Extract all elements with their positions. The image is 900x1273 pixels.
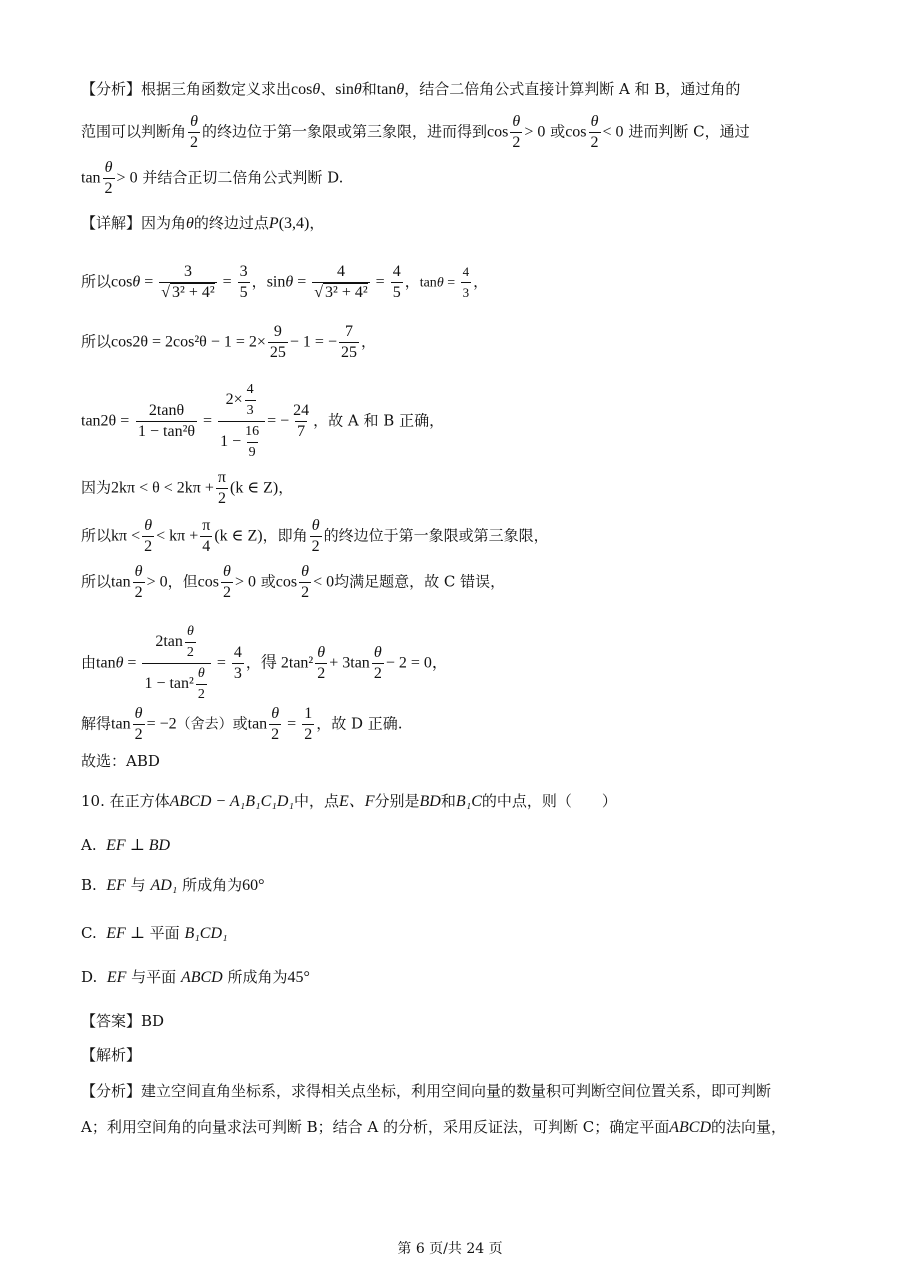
eq-range-half: 所以kπ < $\frac{\theta}{2}$ < kπ + $\frac{\pi}{4}$ (k ∈ Z)，即角 $\frac{\theta}{2}$ 的终边位于第一象限或第三象限，	[81, 517, 549, 555]
eq-range-theta: 因为2kπ < θ < 2kπ + $\frac{\pi}{2}$ (k ∈ Z)，	[81, 469, 294, 507]
analysis2-line-2: A；利用空间角的向量求法可判断 B；结合 A 的分析，采用反证法，可判断 C；确定平面ABCD的法向量，	[81, 1118, 787, 1136]
page-footer: 第 6 页/共 24 页	[397, 1241, 503, 1257]
answer-line: 【答案】BD	[81, 1012, 165, 1030]
option-b: B. EF 与 AD₁ 所成角为60°	[81, 876, 265, 894]
eq-tan-theta-half: 由tanθ = 2tan $\frac{\theta}{2}$ 1 − tan² $\frac{\theta}{2}$ = $\frac{4}{3}$ ，得 2tan² $\frac{\theta}{2}$ + 3tan $\frac{\theta}{2}$ − 2 = 0，	[81, 622, 448, 705]
analysis2-line-1: 【分析】建立空间直角坐标系，求得相关点坐标，利用空间向量的数量积可判断空间位置关系，即可判断	[81, 1082, 772, 1100]
option-a: A. EF ⊥ BD	[81, 836, 171, 854]
eq-cos2theta: 所以cos2θ = 2cos²θ − 1 = 2× $\frac{9}{25}$ − 1 = − $\frac{7}{25}$ ，	[81, 323, 376, 361]
eq-tan2theta: tan2θ = $\frac{2\tan\theta}{\text{1 − tan²θ}}$ = 2× $\frac{4}{3}$ 1 − $\frac{16}{9}$ = − $\frac{24}{7}$ ，故 A 和 B 正确，	[81, 380, 444, 463]
analysis-line-3: tan $\frac{\theta}{2}$ > 0 并结合正切二倍角公式判断 D.	[81, 159, 344, 197]
eq-solution: 解得tan $\frac{\theta}{2}$ = −2（舍去）或tan $\frac{\theta}{2}$ = $\frac{1}{2}$ ，故 D 正确.	[81, 705, 403, 743]
half-theta-fraction: $\frac{\theta}{2}$	[190, 113, 199, 151]
analysis-tag: 【分析】	[81, 80, 142, 98]
question-10-stem: 10. 在正方体ABCD − A₁B₁C₁D₁中，点E、F分别是BD和B₁C的中点，则（ ）	[81, 792, 617, 810]
detail-line: 【详解】因为角θ的终边过点P(3,4)，	[81, 214, 325, 232]
answer-select-line: 故选：ABD	[81, 752, 160, 770]
analysis-line-2: 范围可以判断角 $\frac{\theta}{2}$ 的终边位于第一象限或第三象限，进而得到cos $\frac{\theta}{2}$ > 0 或cos $\frac{\theta}{2}$ < 0 进而判断 C，通过	[81, 113, 750, 151]
eq-sign-half: 所以tan $\frac{\theta}{2}$ > 0，但cos $\frac{\theta}{2}$ > 0 或cos $\frac{\theta}{2}$ < 0均满足题意，故 C 错误，	[81, 563, 506, 601]
option-d: D. EF 与平面 ABCD 所成角为45°	[81, 968, 310, 986]
detail-tag: 【详解】	[81, 214, 142, 232]
option-c: C. EF ⊥ 平面 B₁CD₁	[81, 924, 228, 942]
eq-cos-sin-tan: 所以cosθ = $\frac{3}{\text{√ 3² + 4²}}$ = $\frac{3}{5}$ ，sinθ = $\frac{4}{\text{√ 3² + 4²}}$ = $\frac{4}{5}$ ，tanθ = $\frac{4}{3}$ ，	[81, 263, 489, 301]
analysis-line-1: 【分析】根据三角函数定义求出cosθ、sinθ和tanθ，结合二倍角公式直接计算判断 A 和 B，通过角的	[81, 80, 741, 98]
analysis-heading: 【解析】	[81, 1046, 142, 1064]
